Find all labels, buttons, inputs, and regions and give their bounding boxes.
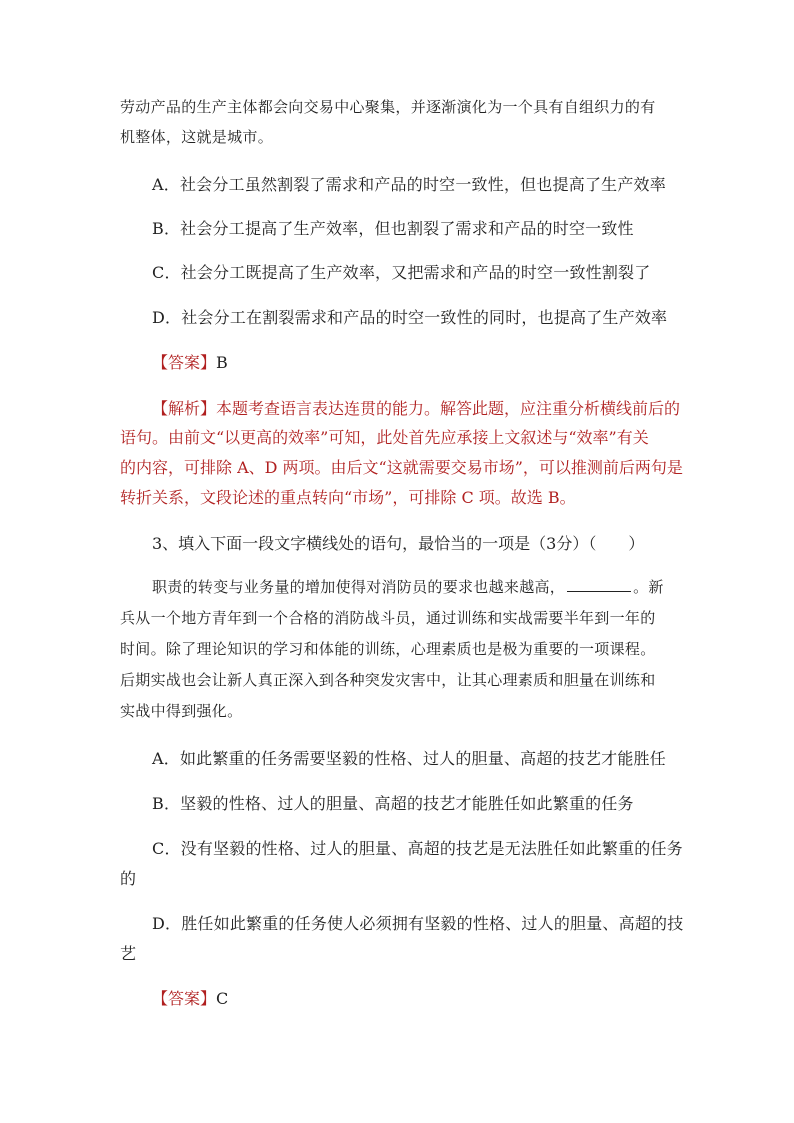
passage-line <box>152 576 664 597</box>
fill-blank <box>567 579 631 592</box>
option-b: B．社会分工提高了生产效率，但也割裂了需求和产品的时空一致性 <box>152 219 634 238</box>
passage-line: 机整体，这就是城市。 <box>120 128 274 146</box>
answer-tag: 【答案】 <box>152 353 217 372</box>
option-c: C．社会分工既提高了生产效率，又把需求和产品的时空一致性割裂了 <box>152 263 651 282</box>
option-d: D．胜任如此繁重的任务使人必须拥有坚毅的性格、过人的胆量、高超的技 <box>152 914 684 933</box>
passage-line: 后期实战也会让新人真正深入到各种突发灾害中，让其心理素质和胆量在训练和 <box>120 671 656 689</box>
passage-text: 。新 <box>633 578 664 596</box>
option-a: A．如此繁重的任务需要坚毅的性格、过人的胆量、高超的技艺才能胜任 <box>152 749 666 768</box>
passage-text: 职责的转变与业务量的增加使得对消防员的要求也越来越高， <box>152 578 566 596</box>
passage-line: 时间。除了理论知识的学习和体能的训练，心理素质也是极为重要的一项课程。 <box>120 640 656 658</box>
analysis-text: 本题考查语言表达连贯的能力。解答此题，应注重分析横线前后的 <box>216 399 681 418</box>
answer-block <box>152 986 228 1009</box>
option-c-cont: 的 <box>120 869 137 888</box>
passage-line: 实战中得到强化。 <box>120 702 243 720</box>
analysis-line: 转折关系，文段论述的重点转向“市场”，可排除 C 项。故选 B。 <box>120 488 576 507</box>
passage-line: 兵从一个地方青年到一个合格的消防战斗员，通过训练和实战需要半年到一年的 <box>120 609 656 627</box>
answer-block <box>152 350 228 373</box>
option-d: D．社会分工在割裂需求和产品的时空一致性的同时，也提高了生产效率 <box>152 308 668 327</box>
passage-line: 劳动产品的生产主体都会向交易中心聚集，并逐渐演化为一个具有自组织力的有 <box>120 98 656 116</box>
answer-value: C <box>216 989 229 1008</box>
answer-value: B <box>216 353 228 372</box>
answer-tag: 【答案】 <box>152 989 217 1008</box>
option-b: B．坚毅的性格、过人的胆量、高超的技艺才能胜任如此繁重的任务 <box>152 794 634 813</box>
option-c: C．没有坚毅的性格、过人的胆量、高超的技艺是无法胜任如此繁重的任务 <box>152 839 683 858</box>
option-d-cont: 艺 <box>120 944 137 963</box>
analysis-line: 的内容，可排除 A、D 两项。由后文“这就需要交易市场”，可以推测前后两句是 <box>120 458 683 477</box>
question-stem: 3、填入下面一段文字横线处的语句，最恰当的一项是（3分）（ ） <box>152 534 645 553</box>
analysis-line: 语句。由前文“以更高的效率”可知，此处首先应承接上文叙述与“效率”有关 <box>120 428 649 447</box>
analysis-tag: 【解析】 <box>152 399 217 418</box>
analysis-line <box>152 396 680 419</box>
option-a: A．社会分工虽然割裂了需求和产品的时空一致性，但也提高了生产效率 <box>152 175 666 194</box>
